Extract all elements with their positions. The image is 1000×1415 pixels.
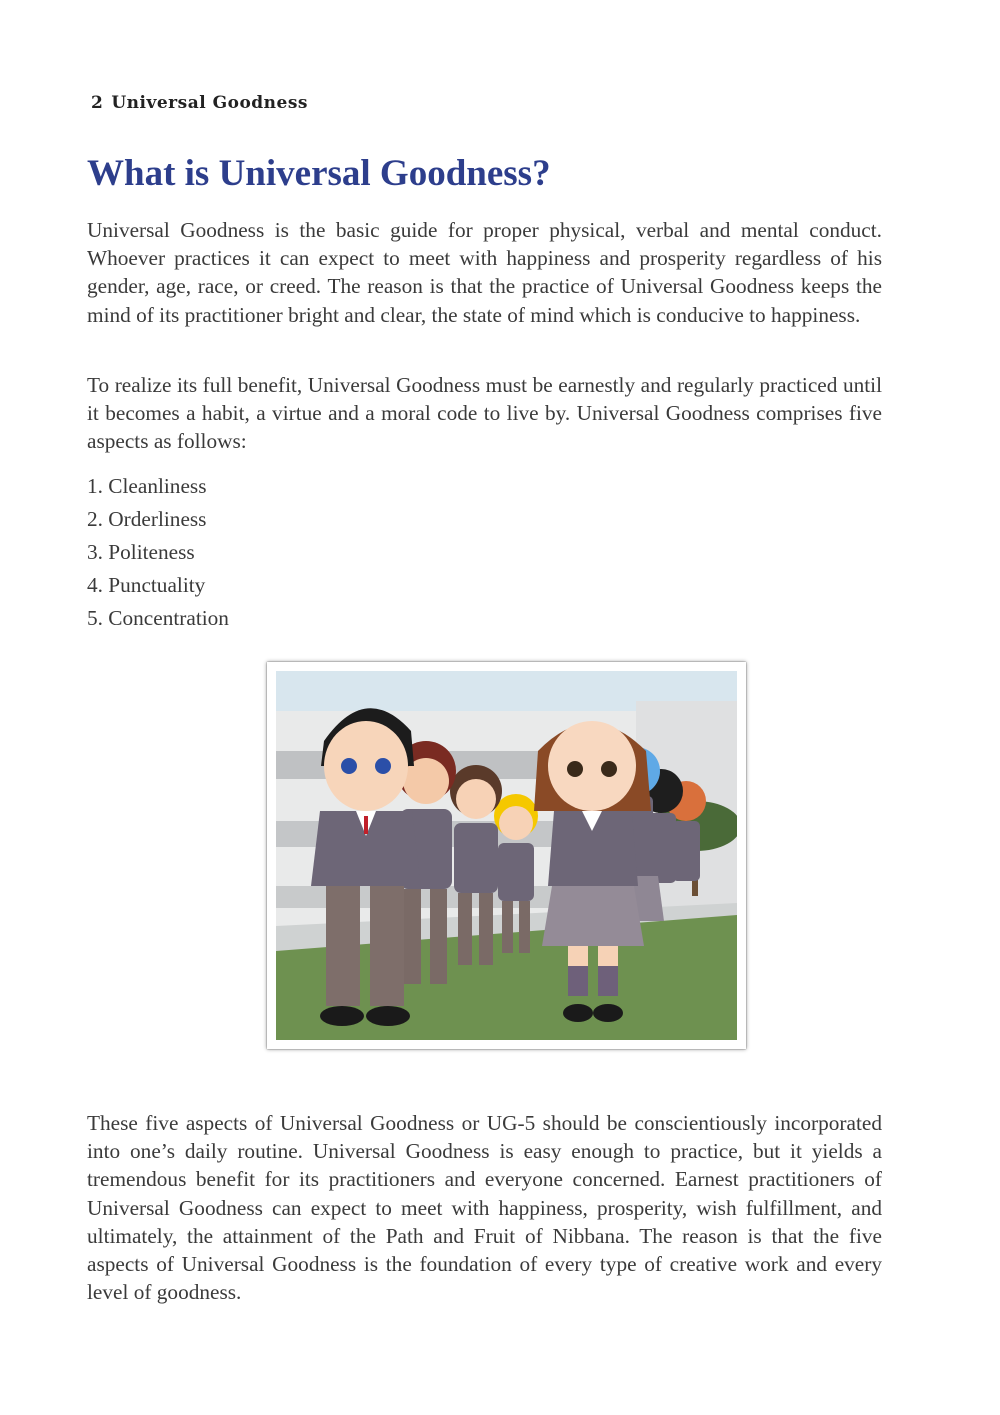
page-title: What is Universal Goodness? [87,153,551,194]
aspect-item: 5. Concentration [87,606,229,630]
intro-paragraph: Universal Goodness is the basic guide for proper physical, verbal and mental conduct. Whoever practices it can expect to meet with happiness and prosperity regardless of his gender, age, race, or creed. The reason is that the practice of Universal Goodness keeps the mind of its practitioner bright and clear, the state of mind which is conducive to happiness. [87,218,882,327]
closing-paragraph: These five aspects of Universal Goodness or UG-5 should be conscientiously incorporated into one’s daily routine. Universal Goodness is easy enough to practice, but it yields a tremendous benefit for its practitioners and everyone concerned. Earnest practitioners of Universal Goodness can expect to meet with happiness, prosperity, wish fulfillment, and ultimately, the attainment of the Path and Fruit of Nibbana. The reason is that the five aspects of Universal Goodness is the foundation of every type of creative work and every level of goodness. [87,1111,882,1305]
aspects-list [87,470,229,635]
running-title: Universal Goodness [111,93,308,113]
benefit-paragraph: To realize its full benefit, Universal Goodness must be earnestly and regularly practiced until it becomes a habit, a virtue and a moral code to live by. Universal Goodness comprises five aspects as follows: [87,373,882,454]
aspect-item: 2. Orderliness [87,507,207,531]
page-number: 2 [91,93,104,113]
aspect-item: 4. Punctuality [87,573,206,597]
students-in-line-illustration [276,671,737,1040]
illustration-frame [267,662,746,1049]
aspect-item: 3. Politeness [87,540,195,564]
running-head [91,93,308,113]
aspect-item: 1. Cleanliness [87,474,207,498]
